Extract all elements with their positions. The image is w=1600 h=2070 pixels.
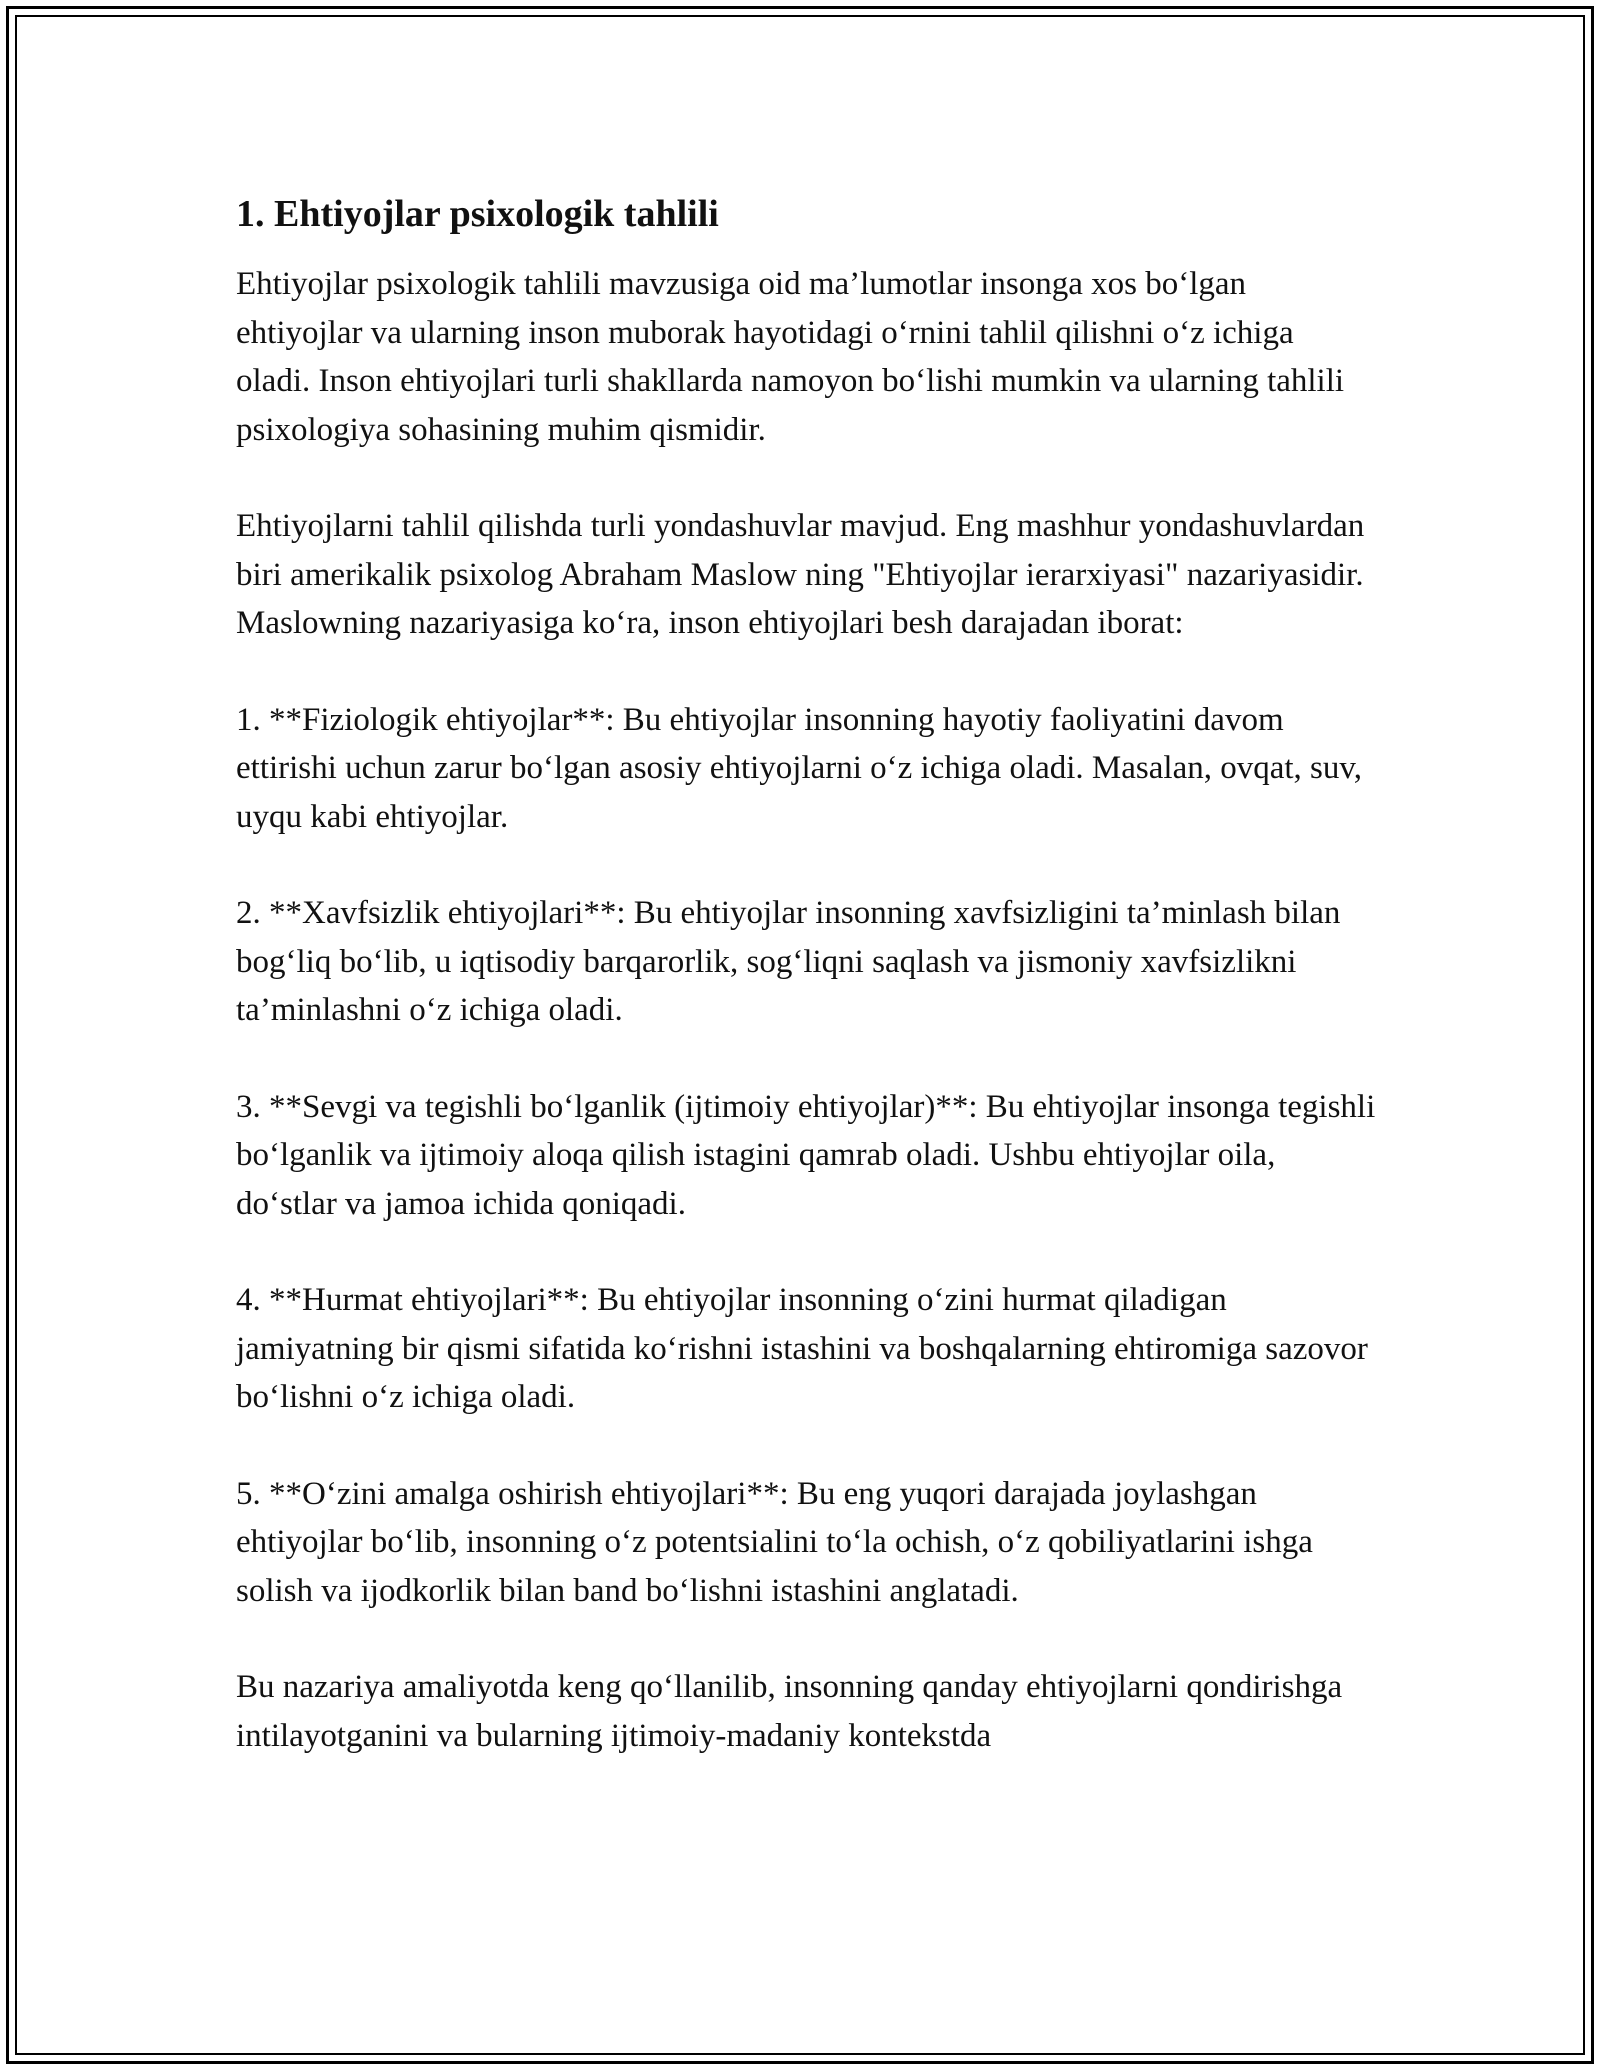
list-item-love-belonging: 3. **Sevgi va tegishli bo‘lganlik (ijtimoiy ehtiyojlar)**: Bu ehtiyojlar insonga tegishli bo‘lganlik va ijtimoiy aloqa qilish istagini qamrab oladi. Ushbu ehtiyojlar oila, do‘stlar va jamoa ichida qoniqadi. — [236, 1088, 1376, 1222]
paragraph-intro: Ehtiyojlar psixologik tahlili mavzusiga oid ma’lumotlar insonga xos bo‘lgan ehtiyojlar va ularning inson muborak hayotidagi o‘rnini tahlil qilishni o‘z ichiga oladi. Inson ehtiyojlari turli shakllarda namoyon bo‘lishi mumkin va ularning tahlili psixologiya sohasining muhim qismidir. — [236, 266, 1345, 448]
list-item-physiological: 1. **Fiziologik ehtiyojlar**: Bu ehtiyojlar insonning hayotiy faoliyatini davom ettirishi uchun zarur bo‘lgan asosiy ehtiyojlarni o‘z ichiga oladi. Masalan, ovqat, suv, uyqu kabi ehtiyojlar. — [236, 701, 1362, 835]
document-body — [236, 184, 1376, 1760]
paragraph-approaches: Ehtiyojlarni tahlil qilishda turli yondashuvlar mavjud. Eng mashhur yondashuvlardan biri amerikalik psixolog Abraham Maslow ning "Ehtiyojlar ierarxiyasi" nazariyasidir. Maslowning nazariyasiga ko‘ra, inson ehtiyojlari besh darajadan iborat: — [236, 508, 1365, 641]
list-item-self-actualization: 5. **O‘zini amalga oshirish ehtiyojlari**: Bu eng yuqori darajada joylashgan ehtiyojlar bo‘lib, insonning o‘z potentsialini to‘la ochish, o‘z qobiliyatlarini ishga solish va ijodkorlik bilan band bo‘lishni istashini anglatadi. — [236, 1475, 1313, 1609]
list-item-esteem: 4. **Hurmat ehtiyojlari**: Bu ehtiyojlar insonning o‘zini hurmat qiladigan jamiyatning bir qismi sifatida ko‘rishni istashini va boshqalarning ehtiromiga sazovor bo‘lishni o‘z ichiga oladi. — [236, 1282, 1368, 1415]
list-item-safety: 2. **Xavfsizlik ehtiyojlari**: Bu ehtiyojlar insonning xavfsizligini ta’minlash bilan bog‘liq bo‘lib, u iqtisodiy barqarorlik, sog‘liqni saqlash va jismoniy xavfsizlikni ta’minlashni o‘z ichiga oladi. — [236, 895, 1341, 1028]
paragraph-conclusion: Bu nazariya amaliyotda keng qo‘llanilib, insonning qanday ehtiyojlarni qondirishga intilayotganini va bularning ijtimoiy-madaniy kontekstda — [236, 1669, 1343, 1754]
section-heading: 1. Ehtiyojlar psixologik tahlili — [236, 193, 719, 235]
